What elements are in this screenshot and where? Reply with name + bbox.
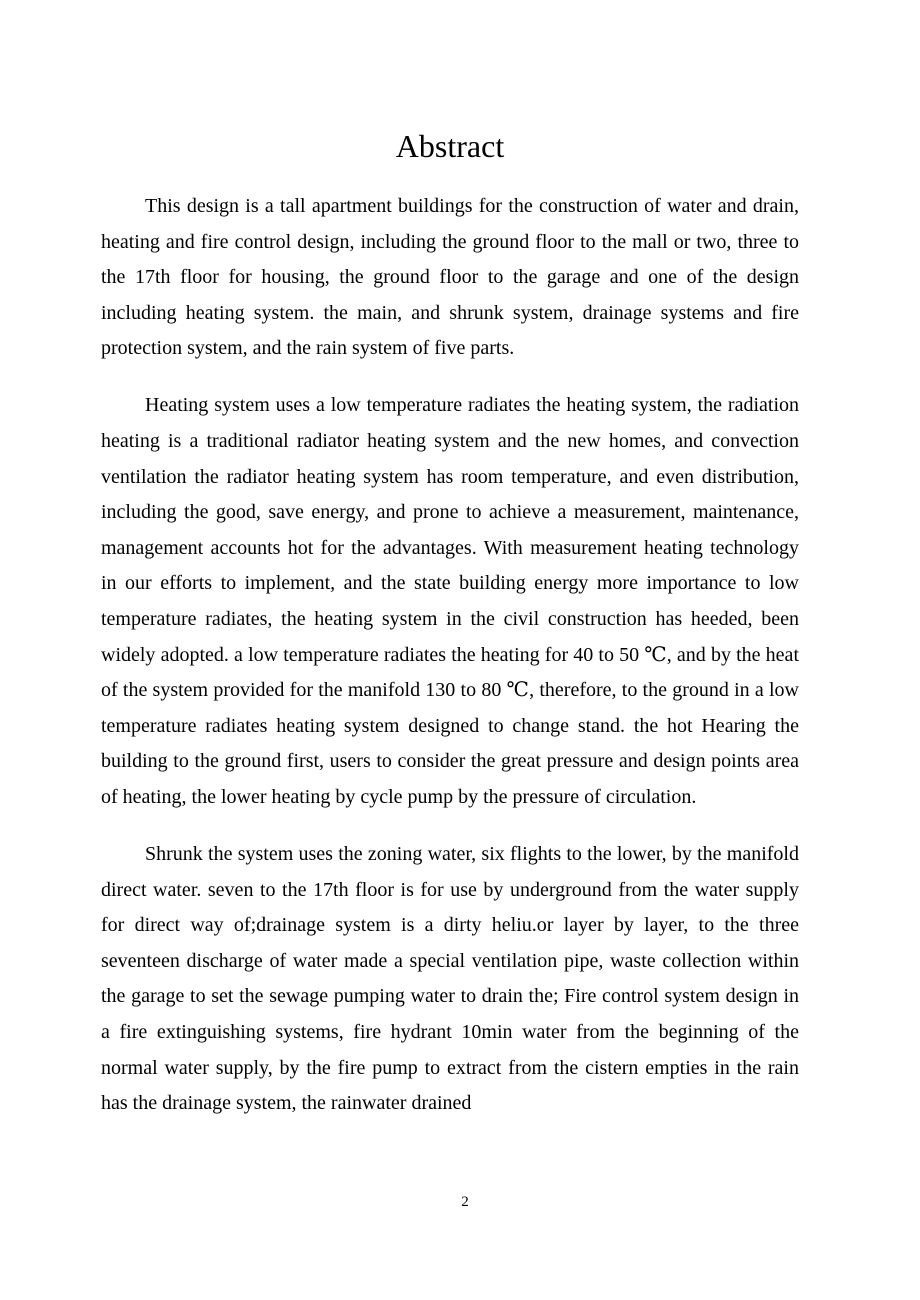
abstract-paragraph-3: Shrunk the system uses the zoning water, six flights to the lower, by the manifold direct water. seven to the 17th floor is for use by underground from the water supply for direct way of;drainage system is a dirty heliu.or layer by layer, to the three seventeen discharge of water made a special ventilation pipe, waste collection within the garage to set the sewage pumping water to drain the; Fire control system design in a fire extinguishing systems, fire hydrant 10min water from the beginning of the normal water supply, by the fire pump to extract from the cistern empties in the rain has the drainage system, the rainwater drained — [101, 843, 799, 1115]
abstract-paragraph-1: This design is a tall apartment buildings for the construction of water and drain, heating and fire control design, including the ground floor to the mall or two, three to the 17th floor for housing, the ground floor to the garage and one of the design including heating system. the main, and shrunk system, drainage systems and fire protection system, and the rain system of five parts. — [101, 195, 799, 360]
page-title: Abstract — [395, 128, 505, 164]
page-number: 2 — [461, 1194, 469, 1210]
abstract-body — [101, 189, 799, 1143]
abstract-paragraph-2: Heating system uses a low temperature radiates the heating system, the radiation heating is a traditional radiator heating system and the new homes, and convection ventilation the radiator heating system has room temperature, and even distribution, including the good, save energy, and prone to achieve a measurement, maintenance, management accounts hot for the advantages. With measurement heating technology in our efforts to implement, and the state building energy more importance to low temperature radiates, the heating system in the civil construction has heeded, been widely adopted. a low temperature radiates the heating for 40 to 50 ℃, and by the heat of the system provided for the manifold 130 to 80 ℃, therefore, to the ground in a low temperature radiates heating system designed to change stand. the hot Hearing the building to the ground first, users to consider the great pressure and design points area of heating, the lower heating by cycle pump by the pressure of circulation. — [101, 394, 799, 808]
